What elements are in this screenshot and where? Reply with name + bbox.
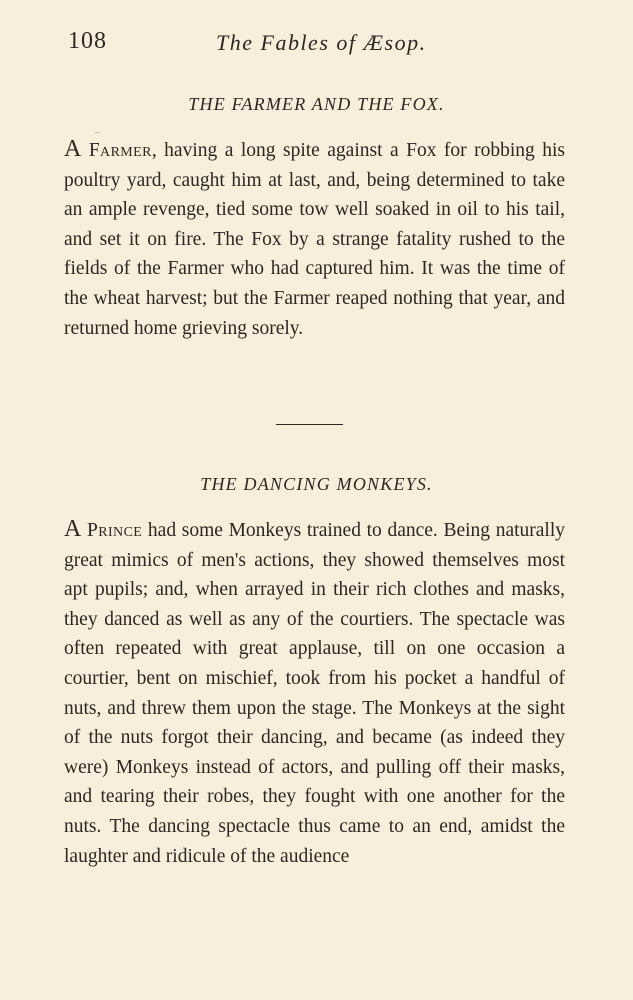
fable-paragraph [64,515,565,871]
page-number: 108 [68,28,107,54]
section-divider [276,424,343,425]
opening-word: Farmer [88,140,152,161]
page-header [68,28,568,58]
fable-body: had some Monkeys trained to dance. Being naturally great mimics of men's actions, they showed themselves most apt pupils; and, when arrayed in their rich clothes and masks, they danced as well as any of the courtiers. The spectacle was often repeated with great applause, till on one occasion a courtier, bent on mischief, took from his pocket a handful of nuts, and threw them upon the stage. The Monkeys at the sight of the nuts forgot their dancing, and became (as indeed they were) Monkeys instead of actors, and pulling off their masks, and tearing their robes, they fought with one another for the nuts. The dancing spectacle thus came to an end, amidst the laughter and ridicule of the audience [64,520,566,867]
opening-letter: A [64,516,82,542]
running-title: The Fables of Æsop. [216,30,427,55]
fable-text-dancing-monkeys [64,515,565,871]
fable-paragraph [64,135,565,343]
fable-body: , having a long spite against a Fox for robbing his poultry yard, caught him at last, and, being determined to take an ample revenge, tied some tow well soaked in oil to his tail, and set it on fire. The Fox by a strange fatality rushed to the fields of the Farmer who had captured him. It was the time of the wheat harvest; but the Farmer reaped nothing that year, and returned home grieving sorely. [64,140,565,339]
print-mark [95,132,100,133]
opening-word: Prince [87,520,143,541]
opening-letter: A [64,136,82,162]
fable-title-farmer-fox: THE FARMER AND THE FOX. [188,94,445,114]
fable-text-farmer-fox [64,135,565,343]
fable-title-dancing-monkeys: THE DANCING MONKEYS. [200,474,433,494]
